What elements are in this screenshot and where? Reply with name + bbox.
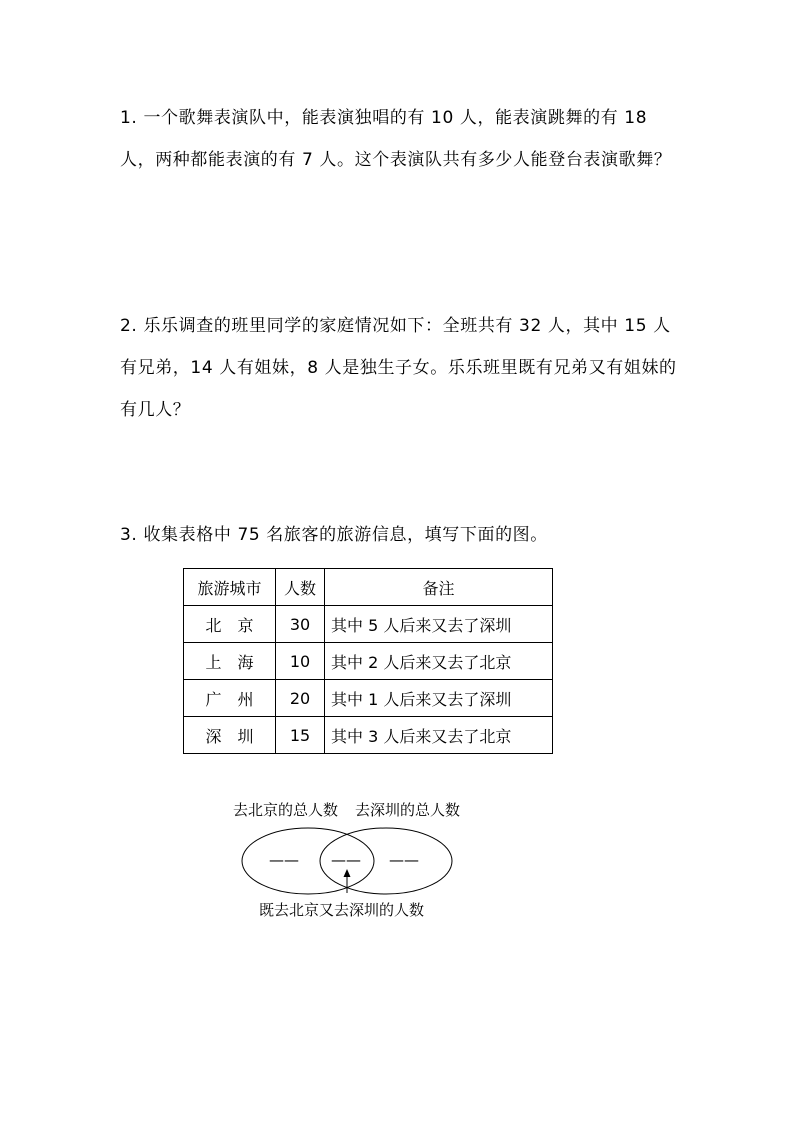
question-3-number: 3. <box>120 525 138 545</box>
table-row <box>184 606 553 643</box>
question-3-text: 收集表格中 75 名旅客的旅游信息，填写下面的图。 <box>143 525 548 545</box>
blank-right: —— <box>389 851 419 869</box>
cell-remark: 其中 1 人后来又去了深圳 <box>325 680 553 717</box>
blank-middle: —— <box>331 851 361 869</box>
table-row <box>184 680 553 717</box>
cell-city: 深 圳 <box>184 717 276 754</box>
pointer-arrow-head <box>344 869 351 877</box>
question-1 <box>120 97 680 181</box>
question-3 <box>120 514 680 556</box>
cell-city: 广 州 <box>184 680 276 717</box>
venn-bottom-label: 既去北京又去深圳的人数 <box>259 901 425 919</box>
cell-count: 20 <box>276 680 325 717</box>
header-count: 人数 <box>276 569 325 606</box>
blank-left: —— <box>269 851 299 869</box>
cell-count: 30 <box>276 606 325 643</box>
travel-info-table <box>183 568 553 754</box>
question-1-text: 一个歌舞表演队中，能表演独唱的有 10 人，能表演跳舞的有 18 人，两种都能表演的有 7 人。这个表演队共有多少人能登台表演歌舞？ <box>120 108 672 170</box>
cell-count: 15 <box>276 717 325 754</box>
cell-city: 北 京 <box>184 606 276 643</box>
header-city: 旅游城市 <box>184 569 276 606</box>
header-remark: 备注 <box>325 569 553 606</box>
cell-remark: 其中 2 人后来又去了北京 <box>325 643 553 680</box>
cell-city: 上 海 <box>184 643 276 680</box>
table-header-row <box>184 569 553 606</box>
question-1-number: 1. <box>120 108 138 128</box>
venn-right-label: 去深圳的总人数 <box>355 801 461 819</box>
table-row <box>184 643 553 680</box>
question-2-text: 乐乐调查的班里同学的家庭情况如下：全班共有 32 人，其中 15 人有兄弟，14 人有姐妹，8 人是独生子女。乐乐班里既有兄弟又有姐妹的有几人？ <box>120 316 677 420</box>
cell-remark: 其中 5 人后来又去了深圳 <box>325 606 553 643</box>
cell-remark: 其中 3 人后来又去了北京 <box>325 717 553 754</box>
cell-count: 10 <box>276 643 325 680</box>
venn-diagram <box>225 795 485 925</box>
question-2 <box>120 305 680 431</box>
table-row <box>184 717 553 754</box>
question-2-number: 2. <box>120 316 138 336</box>
venn-left-label: 去北京的总人数 <box>233 801 339 819</box>
